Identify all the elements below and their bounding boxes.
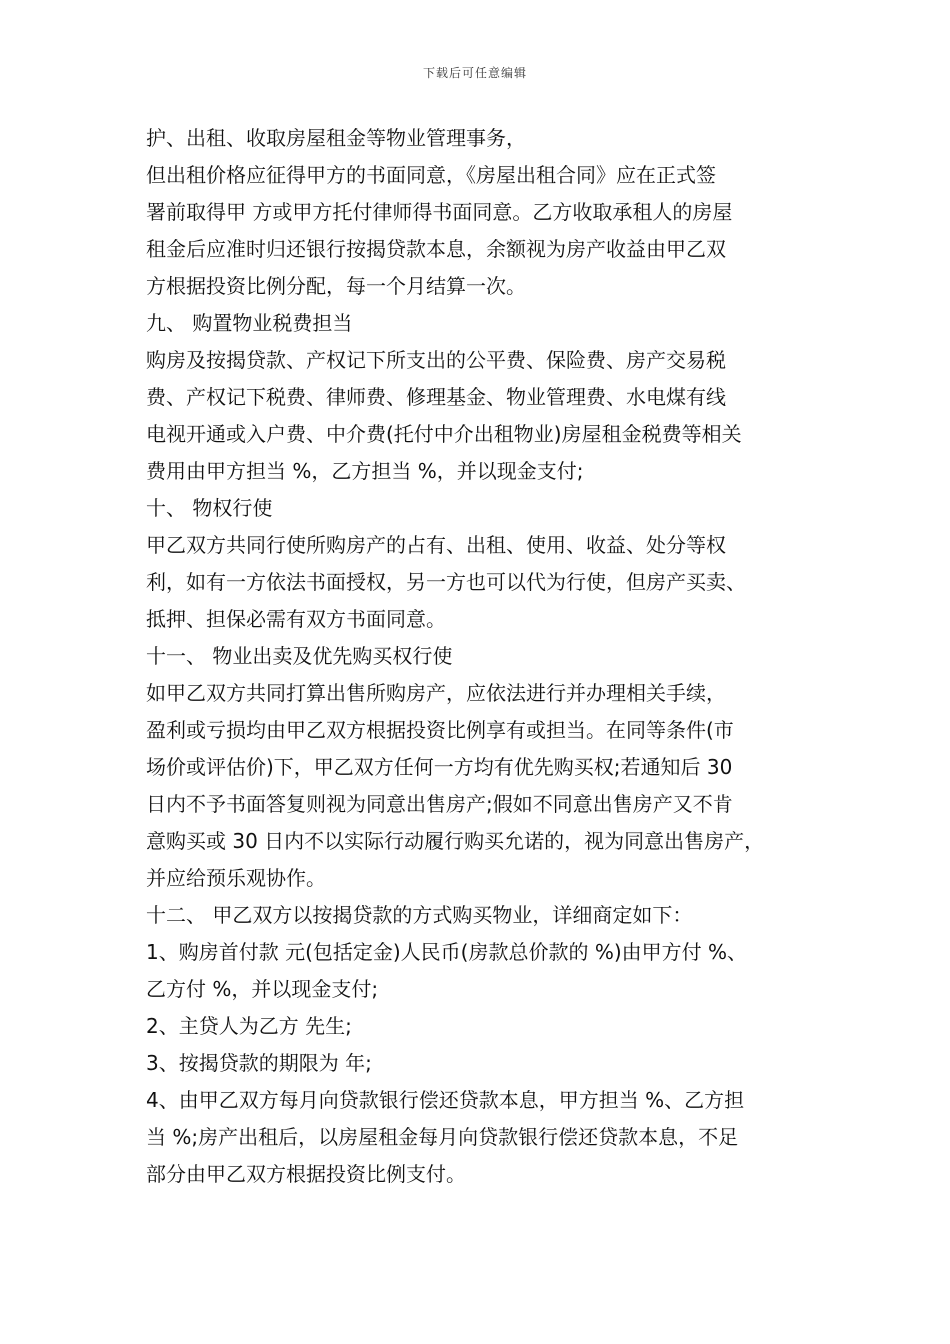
section-heading-11: 十一、 物业出卖及优先购买权行使	[146, 644, 453, 668]
text-line: 乙方付 %，并以现金支付;	[146, 977, 379, 1001]
text-line: 护、出租、收取房屋租金等物业管理事务，	[146, 126, 526, 150]
text-line: 如甲乙双方共同打算出售所购房产，应依法进行并办理相关手续，	[146, 681, 726, 705]
list-item-1: 1、购房首付款 元(包括定金)人民币(房款总价款的 %)由甲方付 %、	[146, 940, 748, 964]
text-line: 场价或评估价)下，甲乙双方任何一方均有优先购买权;若通知后 30	[146, 755, 733, 779]
text-line: 日内不予书面答复则视为同意出售房产;假如不同意出售房产又不肯	[146, 792, 733, 816]
text-line: 利，如有一方依法书面授权，另一方也可以代为行使，但房产买卖、	[146, 570, 746, 594]
list-item-4: 4、由甲乙双方每月向贷款银行偿还贷款本息，甲方担当 %、乙方担	[146, 1088, 745, 1112]
text-line: 费、产权记下税费、律师费、修理基金、物业管理费、水电煤有线	[146, 385, 726, 409]
list-item-3: 3、按揭贷款的期限为 年;	[146, 1051, 372, 1075]
text-line: 电视开通或入户费、中介费(托付中介出租物业)房屋租金税费等相关	[146, 422, 742, 446]
text-line: 署前取得甲 方或甲方托付律师得书面同意。乙方收取承租人的房屋	[146, 200, 733, 224]
text-line: 方根据投资比例分配，每一个月结算一次。	[146, 274, 526, 298]
text-line: 当 %;房产出租后，以房屋租金每月向贷款银行偿还贷款本息，不足	[146, 1125, 739, 1149]
text-line: 租金后应准时归还银行按揭贷款本息，余额视为房产收益由甲乙双	[146, 237, 726, 261]
page-header: 下载后可任意编辑	[422, 66, 527, 80]
section-heading-10: 十、 物权行使	[146, 496, 273, 520]
text-line: 甲乙双方共同行使所购房产的占有、出租、使用、收益、处分等权	[146, 533, 726, 557]
text-line: 并应给预乐观协作。	[146, 866, 326, 890]
text-line: 抵押、担保必需有双方书面同意。	[146, 607, 446, 631]
list-item-2: 2、主贷人为乙方 先生;	[146, 1014, 352, 1038]
text-line: 购房及按揭贷款、产权记下所支出的公平费、保险费、房产交易税	[146, 348, 726, 372]
document-body	[146, 120, 836, 1193]
text-line: 部分由甲乙双方根据投资比例支付。	[146, 1162, 466, 1186]
section-heading-9: 九、 购置物业税费担当	[146, 311, 353, 335]
text-line: 盈利或亏损均由甲乙双方根据投资比例享有或担当。在同等条件(市	[146, 718, 734, 742]
text-line: 意购买或 30 日内不以实际行动履行购买允诺的，视为同意出售房产，	[146, 829, 765, 853]
text-line: 费用由甲方担当 %，乙方担当 %，并以现金支付;	[146, 459, 584, 483]
text-line: 但出租价格应征得甲方的书面同意，《房屋出租合同》应在正式签	[146, 163, 716, 187]
section-heading-12: 十二、 甲乙双方以按揭贷款的方式购买物业，详细商定如下：	[146, 903, 693, 927]
